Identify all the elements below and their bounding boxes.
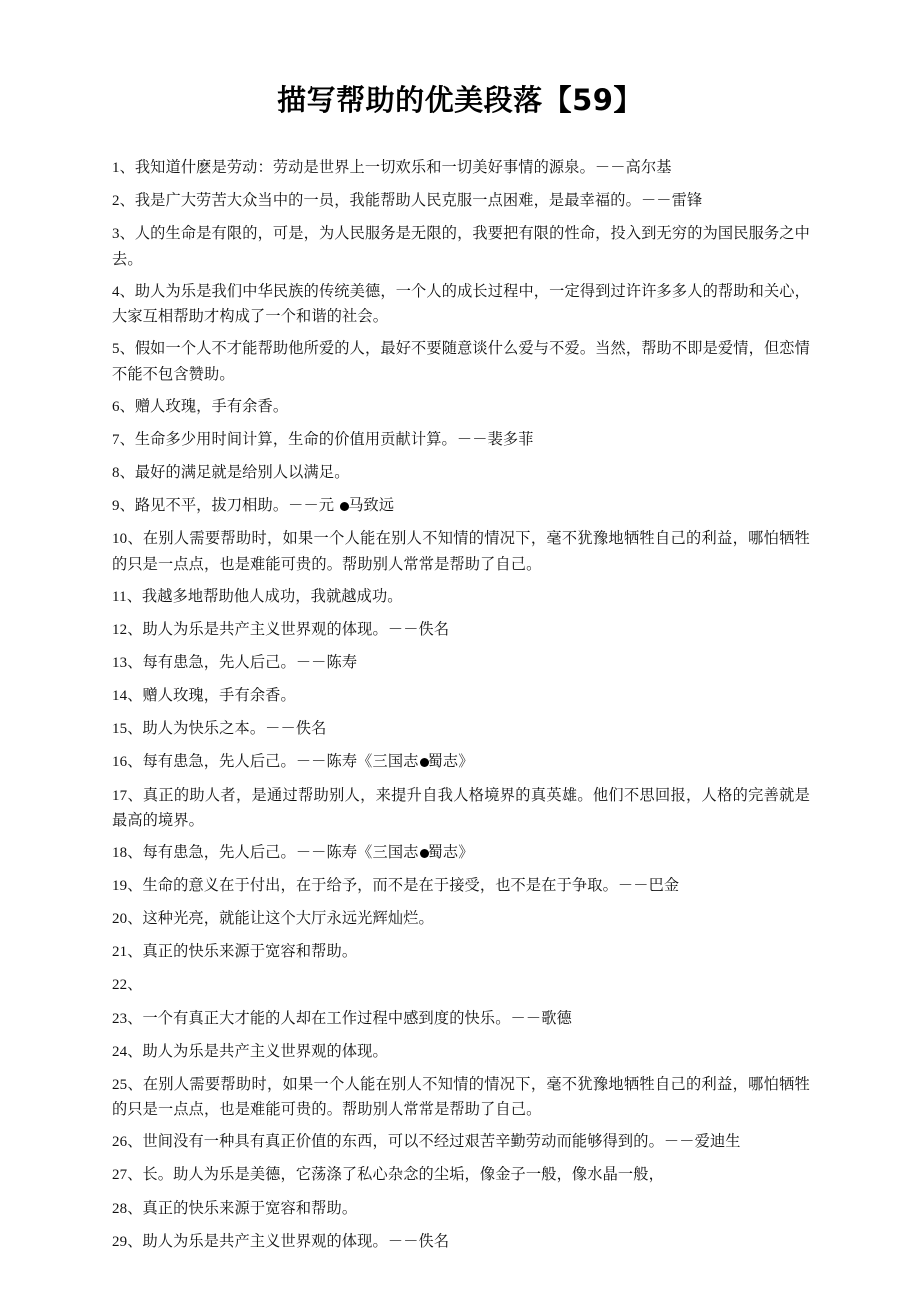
list-item bbox=[112, 188, 810, 214]
list-item-text: 路见不平，拔刀相助。－－元 bbox=[134, 496, 340, 515]
list-item-text: 我是广大劳苦大众当中的一员，我能帮助人民克服一点困难，是最幸福的。－－雷锋 bbox=[134, 191, 703, 210]
list-item bbox=[112, 749, 810, 775]
list-item-text: 长。助人为乐是美德，它荡涤了私心杂念的尘垢，像金子一般，像水晶一般， bbox=[142, 1165, 664, 1184]
list-item-text: 助人为乐是共产主义世界观的体现。 bbox=[142, 1041, 388, 1060]
list-item-text: 每有患急，先人后己。－－陈寿《三国志 bbox=[142, 843, 419, 862]
list-item-index: 15、 bbox=[112, 721, 143, 738]
list-item bbox=[112, 394, 810, 420]
list-item-index: 19、 bbox=[112, 878, 143, 895]
list-item-text: 真正的快乐来源于宽容和帮助。 bbox=[142, 942, 358, 961]
list-item-text: 在别人需要帮助时，如果一个人能在别人不知情的情况下，毫不犹豫地牺牲自己的利益，哪怕牺牲的只是一点点，也是难能可贵的。帮助别人常常是帮助了自己。 bbox=[112, 1074, 811, 1119]
list-item-text: 生命的意义在于付出，在于给予，而不是在于接受，也不是在于争取。－－巴金 bbox=[142, 876, 680, 895]
list-item bbox=[112, 336, 810, 386]
list-item-index: 13、 bbox=[112, 655, 143, 672]
list-item-index: 22、 bbox=[112, 977, 143, 994]
list-item bbox=[112, 493, 810, 519]
list-item-index: 29、 bbox=[112, 1233, 143, 1250]
list-item-index: 1、 bbox=[112, 160, 135, 176]
list-item-index: 3、 bbox=[112, 226, 135, 243]
list-item-index: 14、 bbox=[112, 688, 143, 705]
list-item-text: 助人为快乐之本。－－佚名 bbox=[142, 719, 327, 738]
list-item-text: 假如一个人不才能帮助他所爱的人，最好不要随意谈什么爱与不爱。当然，帮助不即是爱情，但恋情不能不包含赞助。 bbox=[112, 339, 810, 383]
list-item-index: 6、 bbox=[112, 398, 135, 415]
list-item-text: 赠人玫瑰，手有余香。 bbox=[142, 686, 296, 705]
list-item bbox=[112, 1162, 810, 1188]
list-item-text: 每有患急，先人后己。－－陈寿《三国志 bbox=[142, 752, 419, 771]
list-item-index: 17、 bbox=[112, 787, 143, 804]
list-item-index: 9、 bbox=[112, 498, 135, 515]
list-item bbox=[112, 460, 810, 486]
list-item-index: 27、 bbox=[112, 1167, 143, 1184]
list-item-text: 世间没有一种具有真正价值的东西，可以不经过艰苦辛勤劳动而能够得到的。－－爱迪生 bbox=[142, 1132, 741, 1151]
list-item bbox=[112, 783, 810, 833]
list-item-text-tail: 蜀志》 bbox=[427, 843, 474, 862]
list-item bbox=[112, 873, 810, 899]
list-item bbox=[112, 617, 810, 643]
list-item bbox=[112, 221, 810, 271]
list-item-text: 我知道什麽是劳动：劳动是世界上一切欢乐和一切美好事情的源泉。－－高尔基 bbox=[134, 158, 672, 176]
list-item bbox=[112, 427, 810, 453]
list-item bbox=[112, 1006, 810, 1032]
list-item-index: 12、 bbox=[112, 622, 143, 639]
list-item bbox=[112, 716, 810, 742]
list-item-index: 16、 bbox=[112, 754, 143, 771]
list-item-text: 在别人需要帮助时，如果一个人能在别人不知情的情况下，毫不犹豫地牺牲自己的利益，哪怕牺牲的只是一点点，也是难能可贵的。帮助别人常常是帮助了自己。 bbox=[112, 529, 811, 573]
list-item-text: 生命多少用时间计算，生命的价值用贡献计算。－－裴多菲 bbox=[134, 430, 534, 449]
list-item-text: 最好的满足就是给别人以满足。 bbox=[134, 463, 350, 482]
list-item-text: 人的生命是有限的，可是，为人民服务是无限的，我要把有限的性命，投入到无穷的为国民服务之中去。 bbox=[112, 224, 810, 268]
list-item bbox=[112, 840, 810, 866]
list-item-index: 21、 bbox=[112, 944, 143, 961]
list-item-text: 助人为乐是共产主义世界观的体现。－－佚名 bbox=[142, 620, 450, 639]
list-item-text: 我越多地帮助他人成功，我就越成功。 bbox=[141, 586, 403, 605]
list-item-index: 26、 bbox=[112, 1134, 143, 1151]
list-item bbox=[112, 1196, 810, 1222]
list-item-text: 赠人玫瑰，手有余香。 bbox=[134, 396, 289, 415]
list-item bbox=[112, 972, 810, 998]
paragraph-list bbox=[112, 155, 810, 1254]
list-item-index: 10、 bbox=[112, 531, 143, 548]
list-item-index: 25、 bbox=[112, 1076, 143, 1093]
page-title: 描写帮助的优美段落【59】 bbox=[277, 83, 643, 117]
list-item-index: 11、 bbox=[112, 588, 142, 605]
list-item-index: 7、 bbox=[112, 432, 135, 449]
list-item bbox=[112, 1072, 810, 1122]
list-item-text: 助人为乐是共产主义世界观的体现。－－佚名 bbox=[142, 1231, 450, 1250]
list-item-text: 一个有真正大才能的人却在工作过程中感到度的快乐。－－歌德 bbox=[142, 1008, 572, 1027]
list-item-text-tail: 蜀志》 bbox=[427, 752, 474, 771]
list-item bbox=[112, 584, 810, 610]
list-item-text: 真正的助人者，是通过帮助别人，来提升自我人格境界的真英雄。他们不思回报，人格的完善就是最高的境界。 bbox=[112, 785, 811, 829]
list-item bbox=[112, 1129, 810, 1155]
list-item bbox=[112, 906, 810, 932]
list-item bbox=[112, 1229, 810, 1255]
list-item-index: 20、 bbox=[112, 911, 143, 928]
list-item-text: 真正的快乐来源于宽容和帮助。 bbox=[142, 1198, 358, 1217]
list-item-index: 23、 bbox=[112, 1010, 143, 1027]
list-item-index: 24、 bbox=[112, 1043, 143, 1060]
list-item-text: 每有患急，先人后己。－－陈寿 bbox=[142, 653, 358, 672]
list-item bbox=[112, 155, 810, 181]
list-item-index: 2、 bbox=[112, 193, 135, 210]
list-item bbox=[112, 683, 810, 709]
list-item-index: 18、 bbox=[112, 845, 143, 862]
list-item-index: 4、 bbox=[112, 283, 135, 300]
list-item-text: 这种光亮，就能让这个大厅永远光辉灿烂。 bbox=[142, 909, 434, 928]
list-item-index: 5、 bbox=[112, 341, 135, 358]
list-item-text-tail: 马致远 bbox=[348, 496, 395, 515]
list-item-index: 28、 bbox=[112, 1200, 143, 1217]
list-item bbox=[112, 526, 810, 576]
list-item bbox=[112, 650, 810, 676]
list-item bbox=[112, 1039, 810, 1065]
list-item bbox=[112, 939, 810, 965]
list-item-text: 助人为乐是我们中华民族的传统美德，一个人的成长过程中，一定得到过许许多多人的帮助和关心，大家互相帮助才构成了一个和谐的社会。 bbox=[112, 281, 810, 326]
list-item-index: 8、 bbox=[112, 465, 135, 482]
list-item bbox=[112, 279, 810, 329]
